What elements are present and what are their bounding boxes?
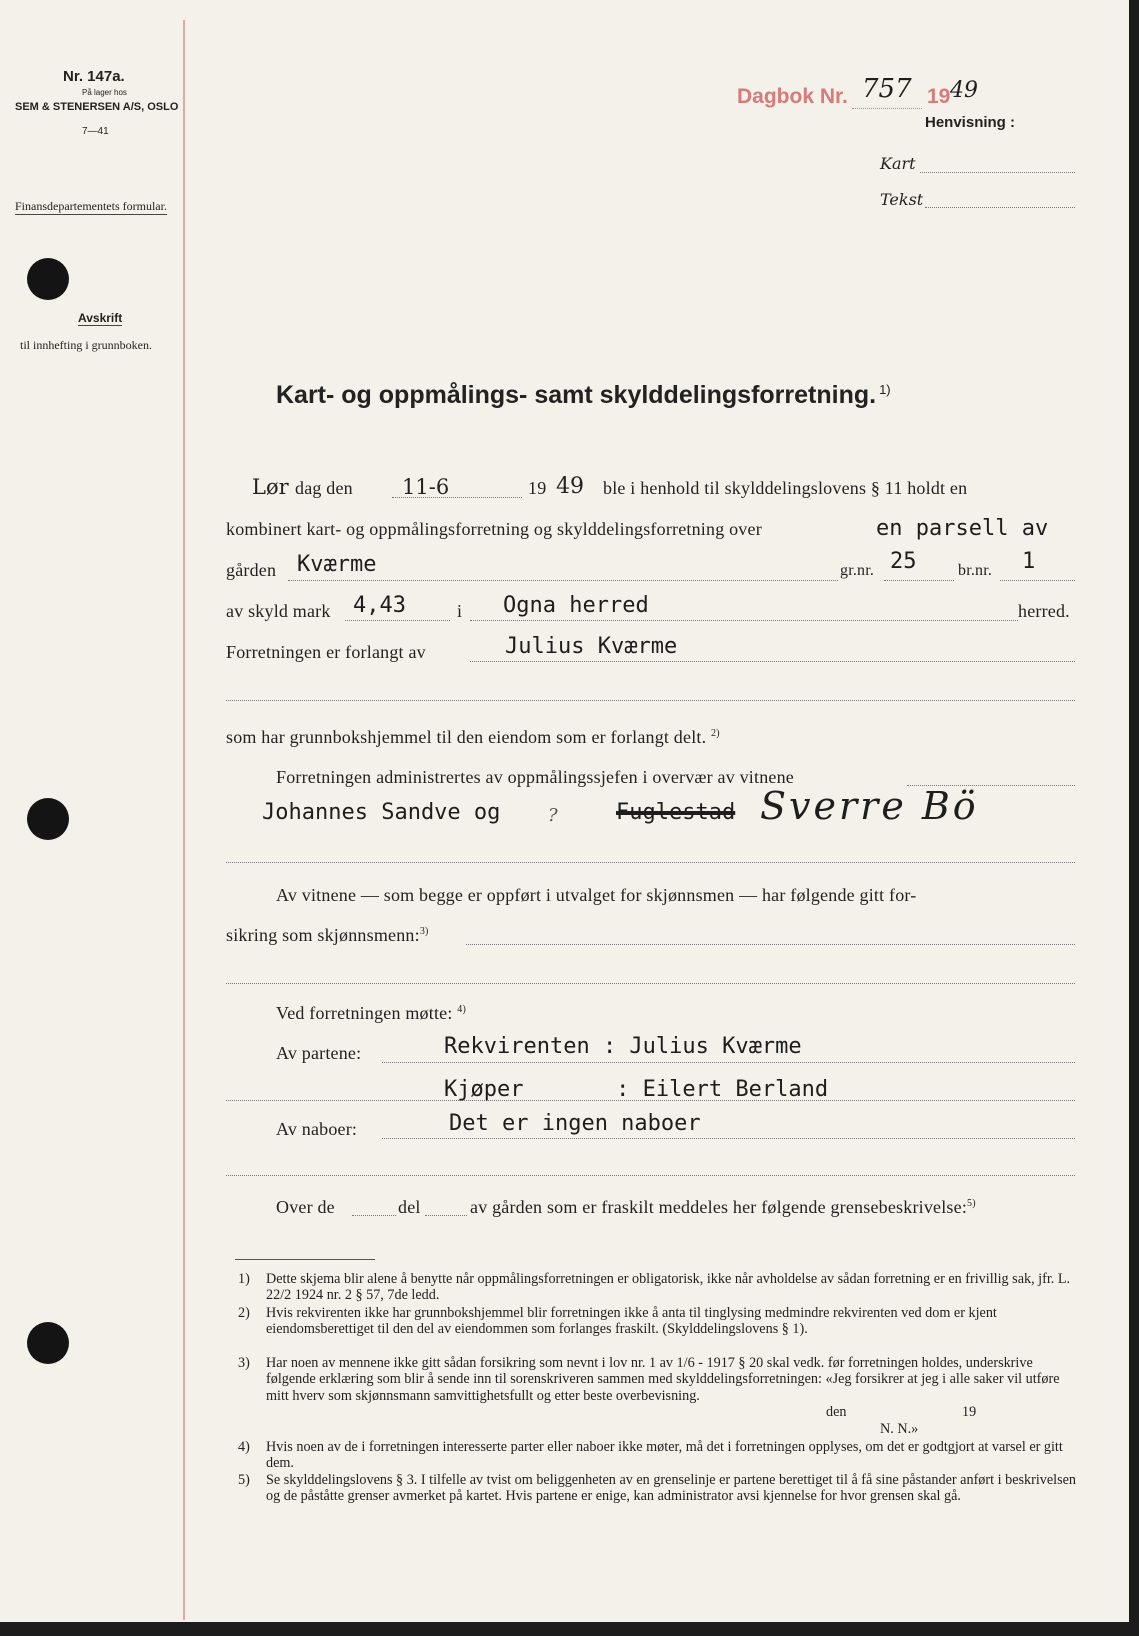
journal-number-line [852,108,922,109]
binder-hole [27,258,69,300]
grnr-label: gr.nr. [840,562,875,579]
requested-by-label: Forretningen er forlangt av [226,642,426,662]
footnote-text: Se skylddelingslovens § 3. I tilfelle av tvist om beliggenheten av en grenselinje er partene berettiget til å få sine påstander anført i beskrivelsen og de påståtte grenser avmerket på kartet. Hvis partene er enige, kan administrator avsi kjennelse for hvor grensen skal gå. [266,1472,1077,1505]
footnote-signature: N. N.» [880,1421,919,1437]
tax-mark-value: 4,43 [353,593,406,618]
footnote-ref-3: 3) [419,926,429,937]
footnote-text: Har noen av mennene ikke gitt sådan forsikring som nevnt i lov nr. 1 av 1/6 - 1917 § 20 skal vedk. før forretningen holdes, underskrive følgende erklæring som blir å sende inn til sorenskriveren sammen med skylddelingsforretningen: «Jeg forsikrer at jeg i alle saker vil utføre mitt hverv som skjønnsmann samvittighetsfullt og etter beste overbevisning. [266,1355,1060,1404]
farm-value: Kværme [297,552,377,577]
title-footnote-ref: 1) [879,381,891,397]
witness-handwritten: Sverre Bö [760,784,979,828]
footnote-2 [238,1305,1081,1338]
brnr-line [1000,580,1075,581]
attended-label: Ved forretningen møtte: $^{4)}$ [276,1003,466,1023]
part-line [425,1215,467,1216]
footnote-number: 4) [238,1439,250,1455]
footnote-number: 1) [238,1271,250,1287]
publisher-name: SEM & STENERSEN A/S, OSLO [15,101,179,113]
footnote-ref-4: 4) [457,1004,466,1015]
text-line [925,207,1075,208]
text-label: Tekst [880,190,924,209]
witness-typed: Johannes Sandve og [262,800,501,825]
footnote-separator [235,1259,375,1260]
blank-line [226,983,1075,984]
witnesses-text: Forretningen administrertes av oppmålingssjefen i overvær av vitnene [276,767,794,787]
ministry-form-label: Finansdepartementets formular. [15,199,167,213]
requested-by-value: Julius Kværme [505,634,678,659]
requested-by-line [470,661,1075,662]
parties-label: Av partene: [276,1043,362,1063]
journal-year-printed: 19 [927,85,951,108]
footnote-4 [238,1439,1081,1472]
footnote-3 [238,1355,1081,1437]
neighbours-label: Av naboer: [276,1119,358,1139]
boundary-part: del [398,1197,421,1217]
footnote-text: Dette skjema blir alene å benytte når oppmålingsforretningen er obligatorisk, ikke når avholdelse av sådan forretning er en frivillig sak, jfr. L. 22/2 1924 nr. 2 § 57, 7de ledd. [266,1271,1071,1304]
date-prefix: dag den [295,478,353,498]
assurance-continued: sikring som skjønnsmenn:$^{3)}$ [226,925,429,945]
journal-label: Dagbok Nr. [737,85,848,108]
form-date: 7—41 [82,126,109,137]
neighbours-value: Det er ingen naboer [449,1111,701,1136]
reference-label: Henvisning : [925,114,1016,131]
footnote-year: 19 [962,1404,977,1420]
binder-hole [27,1322,69,1364]
footnote-den: den [826,1404,847,1420]
line1-rest: ble i henhold til skylddelingslovens § 11 holdt en [603,478,968,498]
farm-label: gården [226,560,277,580]
footnote-ref-2: 2) [711,728,720,739]
boundary-text: av gården som er fraskilt meddeles her følgende grensebeskrivelse:$^{5)}$ [470,1197,976,1217]
title-holder-text: som har grunnbokshjemmel til den eiendom som er forlangt delt. $^{2)}$ [226,727,720,747]
grnr-value: 25 [890,549,917,574]
brnr-label: br.nr. [958,562,993,579]
line2-text: kombinert kart- og oppmålingsforretning og skylddelingsforretning over [226,519,762,539]
footnote-number: 5) [238,1472,250,1488]
weekday-value: Lør [252,475,289,499]
document-title: Kart- og oppmålings- samt skylddelingsforretning. $^{1)}$ [276,381,891,409]
part-line [352,1215,396,1216]
footnote-5 [238,1472,1081,1505]
footnote-number: 2) [238,1305,250,1321]
footnote-text: Hvis noen av de i forretningen interesserte parter eller naboer ikke møter, må det i forretningen opplyses, om det er godtgjort at varsel er gitt dem. [266,1439,1063,1472]
tax-mark-label: av skyld mark [226,601,331,621]
century-text: 19 [528,478,547,498]
date-value: 11-6 [402,475,450,499]
assurance-line [466,944,1075,945]
journal-number: 757 [862,74,912,104]
margin-rule [183,20,185,1620]
tax-mark-line [345,620,450,621]
blank-line [226,862,1075,863]
neighbours-line [382,1138,1075,1139]
copy-purpose: til innhefting i grunnboken. [20,338,152,352]
witness-assurance-text: Av vitnene — som begge er oppført i utvalget for skjønnsmen — har følgende gitt for- [276,885,917,905]
in-text: i [457,601,463,621]
blank-line [226,700,1075,701]
parties-buyer: Kjøper : Eilert Berland [444,1077,829,1102]
brnr-value: 1 [1022,549,1036,574]
municipality-line [470,620,1018,621]
witness-mark: ? [548,805,558,826]
municipality-label: herred. [1018,601,1070,621]
farm-line [288,580,838,581]
journal-year-written: 49 [950,78,978,103]
property-description: en parsell av [876,516,1049,541]
municipality-value: Ogna herred [503,593,649,618]
copy-label: Avskrift [78,311,123,325]
map-line [920,172,1075,173]
parties-requester: Rekvirenten : Julius Kværme [444,1034,802,1059]
form-number: Nr. 147a. [63,68,125,85]
binder-hole [27,798,69,840]
year-value: 49 [556,474,584,499]
blank-line [226,1175,1075,1176]
sold-at-text: På lager hos [82,88,127,97]
witness-struck: Fuglestad [616,800,736,825]
parties-line [382,1062,1075,1063]
footnote-1 [238,1271,1081,1304]
map-label: Kart [880,154,916,173]
footnote-number: 3) [238,1355,250,1371]
grnr-line [884,580,954,581]
footnote-ref-5: 5) [967,1198,976,1209]
footnote-text: Hvis rekvirenten ikke har grunnbokshjemmel blir forretningen ikke å anta til tinglysing medmindre rekvirenten ved dom er kjent eiendomsberettiget til den del av eiendommen som forlanges fraskilt. (Skylddelingslovens § 1). [266,1305,997,1338]
boundary-prefix: Over de [276,1197,335,1217]
